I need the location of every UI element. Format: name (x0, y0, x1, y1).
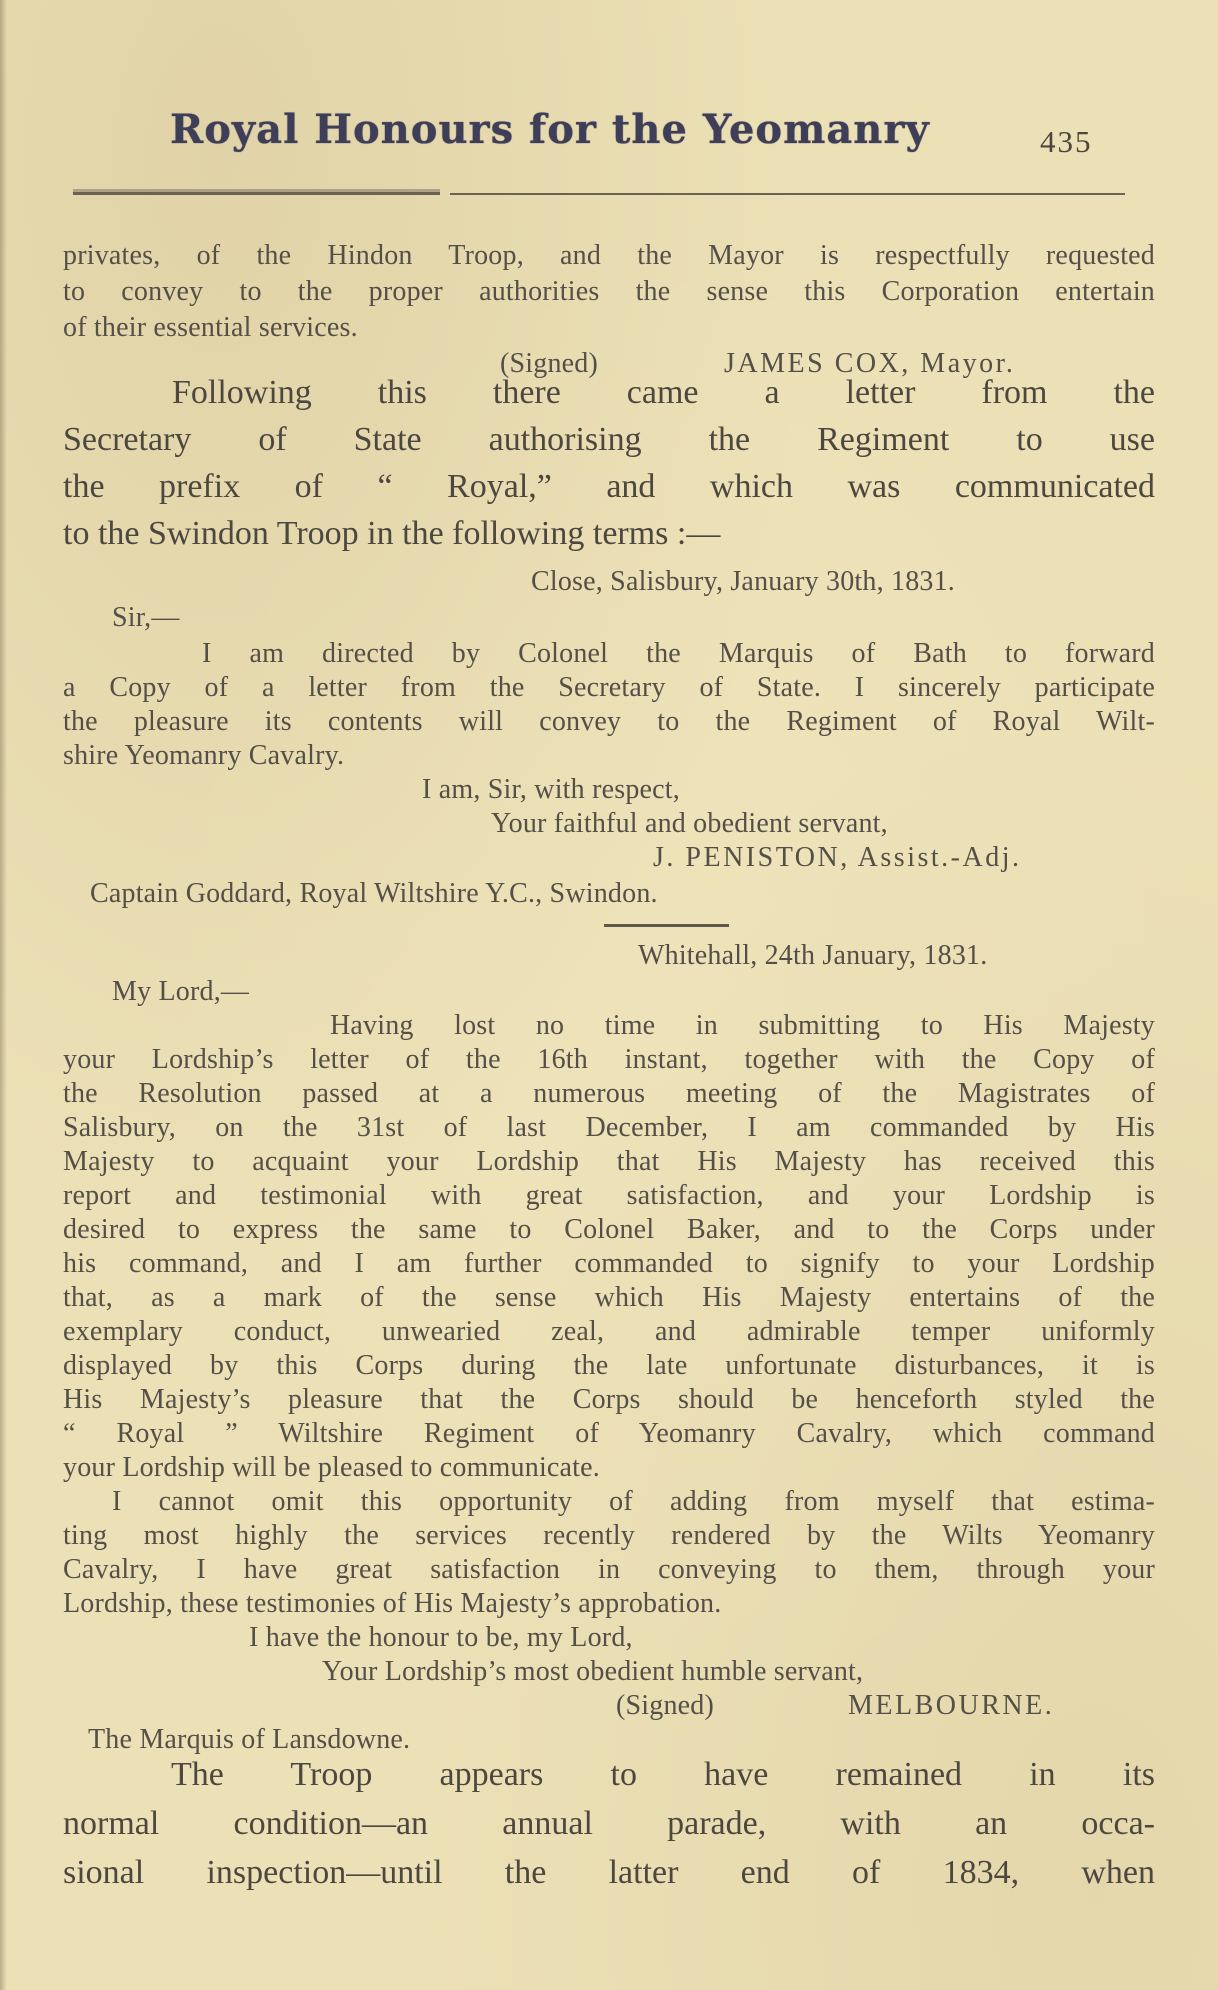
text-line: “ Royal ” Wiltshire Regiment of Yeomanry Cavalry, which command (63, 1418, 1155, 1449)
text-line: I am directed by Colonel the Marquis of Bath to forward (202, 638, 1155, 669)
text-line: Having lost no time in submitting to His Majesty (330, 1010, 1155, 1041)
text-line: sional inspection—until the latter end of 1834, when (63, 1854, 1155, 1891)
text-line: Salisbury, on the 31st of last December, I am commanded by His (63, 1112, 1155, 1143)
text-line: Lordship, these testimonies of His Majesty’s approbation. (63, 1588, 722, 1619)
text-line: ting most highly the services recently rendered by the Wilts Yeomanry (63, 1520, 1155, 1551)
text-line: to the Swindon Troop in the following terms :— (63, 515, 721, 552)
valediction: I am, Sir, with respect, (422, 774, 680, 805)
text-line: Majesty to acquaint your Lordship that His Majesty has received this (63, 1146, 1155, 1177)
text-line: The Troop appears to have remained in its (171, 1756, 1155, 1793)
addressee: Captain Goddard, Royal Wiltshire Y.C., Swindon. (90, 878, 658, 909)
salutation: My Lord,— (112, 976, 250, 1007)
text-line: your Lordship will be pleased to communicate. (63, 1452, 600, 1483)
signature-peniston: J. PENISTON, Assist.-Adj. (653, 842, 1022, 873)
signature-james-cox: JAMES COX, Mayor. (724, 348, 1016, 379)
text-line: report and testimonial with great satisfaction, and your Lordship is (63, 1180, 1155, 1211)
text-line: desired to express the same to Colonel Baker, and to the Corps under (63, 1214, 1155, 1245)
text-line: Cavalry, I have great satisfaction in conveying to them, through your (63, 1554, 1155, 1585)
text-line: Following this there came a letter from the (172, 374, 1155, 411)
text-line: the pleasure its contents will convey to the Regiment of Royal Wilt- (63, 706, 1155, 737)
text-line: of their essential services. (63, 312, 358, 343)
signed-label: (Signed) (616, 1690, 715, 1721)
text-line: displayed by this Corps during the late unfortunate disturbances, it is (63, 1350, 1155, 1381)
signed-label: (Signed) (500, 348, 599, 379)
text-line: a Copy of a letter from the Secretary of State. I sincerely participate (63, 672, 1155, 703)
text-line: His Majesty’s pleasure that the Corps should be henceforth styled the (63, 1384, 1155, 1415)
text-line: the prefix of “ Royal,” and which was communicated (63, 468, 1155, 505)
page-content (63, 0, 1155, 1990)
text-line: that, as a mark of the sense which His Majesty entertains of the (63, 1282, 1155, 1313)
text-line: to convey to the proper authorities the sense this Corporation entertain (63, 276, 1155, 307)
valediction: Your Lordship’s most obedient humble servant, (322, 1656, 864, 1687)
text-line: I cannot omit this opportunity of adding from myself that estima- (112, 1486, 1155, 1517)
valediction: I have the honour to be, my Lord, (249, 1622, 633, 1653)
text-line: his command, and I am further commanded to signify to your Lordship (63, 1248, 1155, 1279)
text-line: exemplary conduct, unwearied zeal, and admirable temper uniformly (63, 1316, 1155, 1347)
text-line: shire Yeomanry Cavalry. (63, 740, 345, 771)
text-line: the Resolution passed at a numerous meeting of the Magistrates of (63, 1078, 1155, 1109)
section-divider-rule (604, 924, 729, 927)
salutation: Sir,— (112, 602, 180, 633)
page-title: Royal Honours for the Yeomanry (170, 106, 930, 153)
dateline: Close, Salisbury, January 30th, 1831. (531, 566, 955, 597)
text-line: your Lordship’s letter of the 16th instant, together with the Copy of (63, 1044, 1155, 1075)
addressee: The Marquis of Lansdowne. (88, 1724, 411, 1755)
dateline: Whitehall, 24th January, 1831. (638, 940, 988, 971)
page-number: 435 (1040, 124, 1093, 159)
text-line: normal condition—an annual parade, with an occa- (63, 1805, 1155, 1842)
text-line: Secretary of State authorising the Regiment to use (63, 421, 1155, 458)
valediction: Your faithful and obedient servant, (491, 808, 888, 839)
text-line: privates, of the Hindon Troop, and the Mayor is respectfully requested (63, 240, 1155, 271)
signature-melbourne: MELBOURNE. (848, 1690, 1055, 1721)
